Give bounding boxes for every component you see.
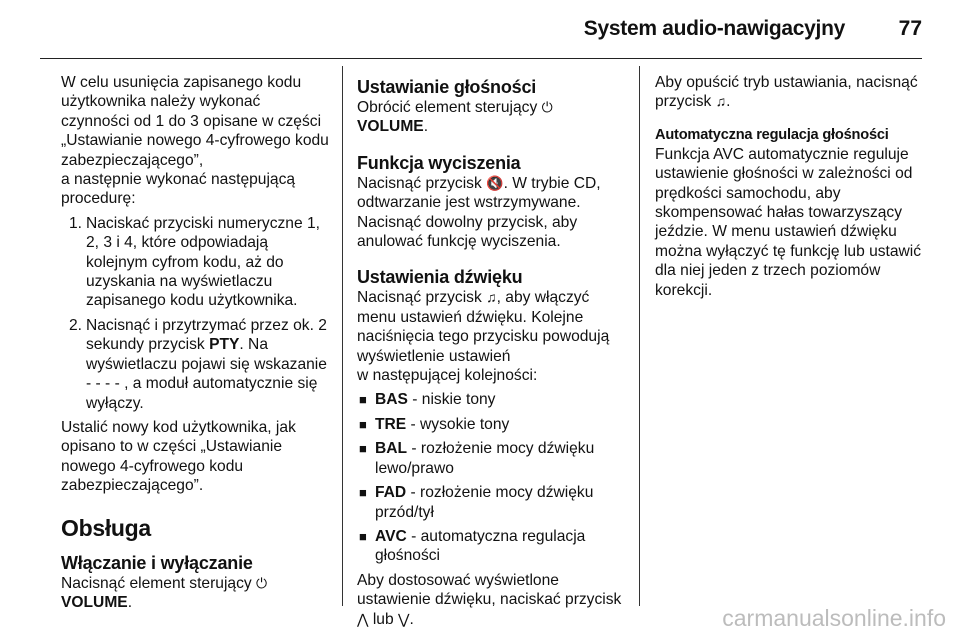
step-number: 1. xyxy=(69,214,83,232)
option-key: FAD xyxy=(375,484,407,502)
list-item xyxy=(357,390,629,409)
header-rule xyxy=(40,58,922,59)
step-number: 2. xyxy=(69,316,83,334)
mute-icon: 🔇 xyxy=(486,174,504,191)
adjust-text: lub xyxy=(368,610,398,628)
mute-title: Funkcja wyciszenia xyxy=(357,152,521,173)
step-text: Nacisnąć i przytrzymać przez ok. 2 sekundy przycisk xyxy=(86,316,327,354)
punct: . xyxy=(127,593,133,611)
sound-text: , aby włączyć menu ustawień dźwięku. Kolejne naciśnięcia tego przycisku powodują wyświetlenie ustawień xyxy=(357,289,610,365)
option-desc: - automatyczna regulacja głośności xyxy=(375,527,586,565)
list-item xyxy=(357,415,629,434)
option-desc: - rozłożenie mocy dźwięku lewo/prawo xyxy=(375,440,595,477)
option-desc: - rozłożenie mocy dźwięku przód/tył xyxy=(375,484,594,521)
bullet-icon: ■ xyxy=(359,441,367,457)
step-text: . Na wyświetlaczu pojawi się wskazanie - - - - , a moduł automatycznie się wyłączy. xyxy=(86,336,327,412)
avc-title: Automatyczna regulacja głośności xyxy=(655,126,889,143)
bullet-icon: ■ xyxy=(359,392,367,408)
subsection-title: Włączanie i wyłączanie xyxy=(61,552,253,573)
header-title: System audio-nawigacyjny xyxy=(583,17,845,40)
music-note-icon: ♫ xyxy=(486,289,497,306)
column-1 xyxy=(61,73,331,612)
power-icon: ⏻ xyxy=(256,574,268,591)
bullet-icon: ■ xyxy=(359,485,367,501)
down-arrow-icon: ⋁ xyxy=(397,610,410,627)
option-key: AVC xyxy=(375,527,407,545)
option-desc: - niskie tony xyxy=(407,391,496,409)
step-item xyxy=(61,214,331,311)
watermark: carmanualsonline.info xyxy=(722,605,946,631)
option-key: TRE xyxy=(375,415,407,433)
pty-button-label: PTY xyxy=(209,336,240,354)
power-paragraph xyxy=(61,574,331,613)
up-arrow-icon: ⋀ xyxy=(357,610,369,627)
step-item xyxy=(61,316,331,413)
column-divider-2 xyxy=(639,66,640,606)
avc-paragraph: Funkcja AVC automatycznie reguluje ustawienie głośności w zależności od prędkości samochodu, aby skompensować hałas towarzyszący jeździe. W menu ustawień dźwięku można wyłączyć tę funkcję lub ustawić dla niej jeden z trzech poziomów korekcji. xyxy=(655,145,922,299)
mute-paragraph xyxy=(357,174,629,252)
sound-title: Ustawienia dźwięku xyxy=(357,267,523,288)
page-number: 77 xyxy=(898,17,922,40)
bullet-icon: ■ xyxy=(359,528,367,544)
sound-text: Nacisnąć przycisk xyxy=(357,289,487,307)
adjust-text: Aby dostosować wyświetlone ustawienie dźwięku, naciskać przycisk xyxy=(357,571,622,609)
column-divider-1 xyxy=(342,66,343,606)
column-3 xyxy=(655,73,927,300)
volume-title: Ustawianie głośności xyxy=(357,77,537,97)
volume-text: Obrócić element sterujący xyxy=(357,99,542,116)
section-title: Obsługa xyxy=(61,514,151,541)
music-note-icon: ♫ xyxy=(715,93,727,110)
mute-text: . W trybie CD, odtwarzanie jest wstrzymywane. Nacisnąć dowolny przycisk, aby anulować funkcję wyciszenia. xyxy=(357,174,601,251)
exit-paragraph xyxy=(655,73,927,112)
after-paragraph: Ustalić nowy kod użytkownika, jak opisano to w części „Ustawianie nowego 4-cyfrowego kodu zabezpieczającego”. xyxy=(61,418,296,495)
column-2 xyxy=(357,73,629,629)
punct: . xyxy=(409,610,414,628)
exit-text: Aby opuścić tryb ustawiania, nacisnąć przycisk xyxy=(655,74,918,111)
sound-paragraph xyxy=(357,288,629,385)
step-text: Naciskać przyciski numeryczne 1, 2, 3 i 4, które odpowiadają kolejnym cyfrom kodu, aż do uzyskania na wyświetlaczu zapisanego kodu użytkownika. xyxy=(86,214,320,310)
volume-label: VOLUME xyxy=(61,593,128,611)
power-icon: ⏻ xyxy=(541,99,553,115)
step-list xyxy=(61,214,331,413)
list-item xyxy=(357,483,629,522)
power-text: Nacisnąć element sterujący xyxy=(61,574,257,592)
adjust-paragraph xyxy=(357,571,629,629)
mute-text: Nacisnąć przycisk xyxy=(357,174,487,192)
intro-paragraph: W celu usunięcia zapisanego kodu użytkownika należy wykonać czynności od 1 do 3 opisane w części „Ustawianie nowego 4-cyfrowego kodu zabezpieczającego”, xyxy=(61,74,329,169)
list-item xyxy=(357,439,629,478)
volume-label: VOLUME xyxy=(357,118,424,136)
option-desc: - wysokie tony xyxy=(406,415,510,433)
list-item xyxy=(357,527,629,566)
punct: . xyxy=(726,93,731,111)
bullet-icon: ■ xyxy=(359,416,367,432)
option-key: BAL xyxy=(375,440,408,458)
option-key: BAS xyxy=(375,391,408,409)
punct: . xyxy=(423,118,429,136)
volume-paragraph xyxy=(357,98,629,137)
sound-options-list xyxy=(357,390,629,565)
sound-text: w następującej kolejności: xyxy=(357,367,538,385)
intro-paragraph-2: a następnie wykonać następującą procedurę: xyxy=(61,171,296,208)
